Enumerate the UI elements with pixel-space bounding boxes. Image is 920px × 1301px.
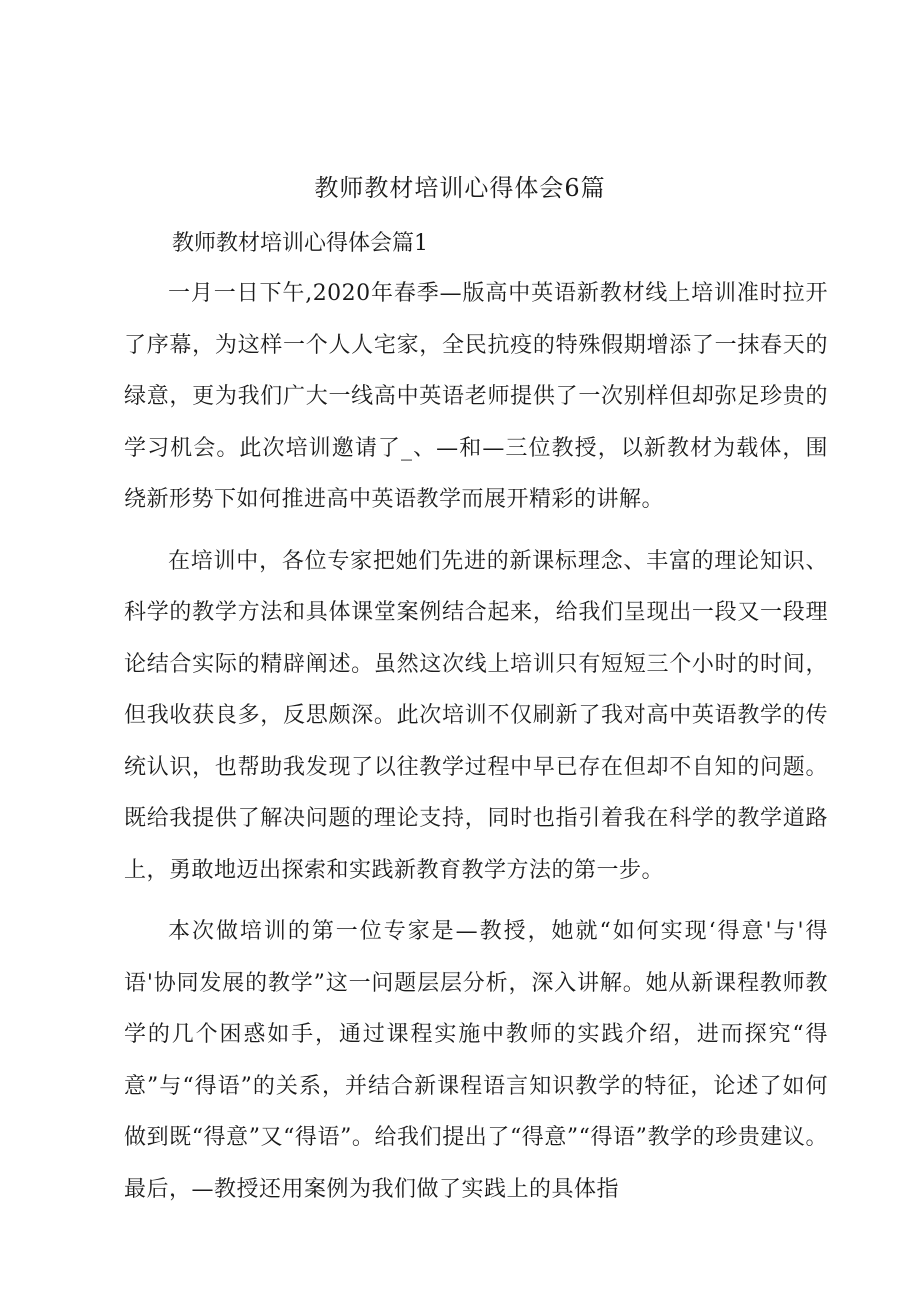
body-text	[124, 268, 828, 1225]
document-title: 教师教材培训心得体会6篇	[314, 174, 606, 202]
section-heading: 教师教材培训心得体会篇1	[172, 231, 428, 256]
paragraph-3: 本次做培训的第一位专家是—教授，她就“如何实现‘得意'与'得语'协同发展的教学”这一问题层层分析，深入讲解。她从新课程教师教学的几个困惑如手，通过课程实施中教师的实践介绍，进而探究“得意”与“得语”的关系，并结合新课程语言知识教学的特征，论述了如何做到既“得意”又“得语”。给我们提出了“得意”“得语”教学的珍贵建议。最后，—教授还用案例为我们做了实践上的具体指	[124, 919, 828, 1202]
paragraph-2: 在培训中，各位专家把她们先进的新课标理念、丰富的理论知识、科学的教学方法和具体课堂案例结合起来，给我们呈现出一段又一段理论结合实际的精辟阐述。虽然这次线上培训只有短短三个小时的时间，但我收获良多，反思颇深。此次培训不仅刷新了我对高中英语教学的传统认识，也帮助我发现了以往教学过程中早已存在但却不自知的问题。既给我提供了解决问题的理论支持，同时也指引着我在科学的教学道路上，勇敢地迈出探索和实践新教育教学方法的第一步。	[124, 548, 828, 883]
paragraph-1: 一月一日下午,2020年春季—版高中英语新教材线上培训准时拉开了序幕，为这样一个人人宅家，全民抗疫的特殊假期增添了一抹春天的绿意，更为我们广大一线高中英语老师提供了一次别样但却弥足珍贵的学习机会。此次培训邀请了_、—和—三位教授，以新教材为载体，围绕新形势下如何推进高中英语教学而展开精彩的讲解。	[124, 281, 828, 512]
